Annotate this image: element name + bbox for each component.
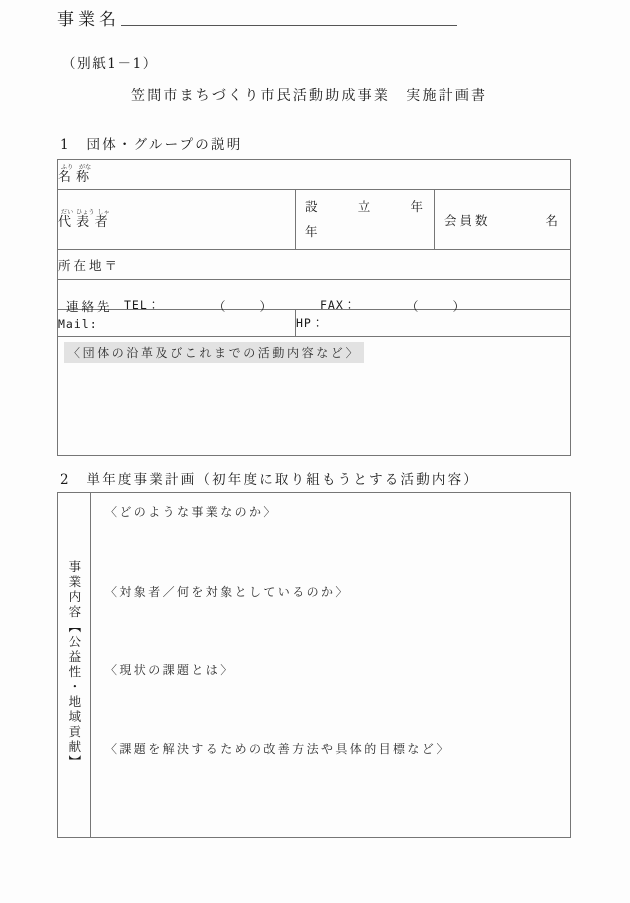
address-label: 所在地	[58, 257, 105, 273]
table-row	[58, 160, 571, 190]
plan-prompt-4: 〈課題を解決するための改善方法や具体的目標など〉	[105, 742, 451, 756]
member-count-cell[interactable]	[435, 190, 571, 250]
member-count-label: 会員数	[444, 212, 491, 228]
organization-table	[57, 159, 571, 456]
rep-ruby-2: ひょう	[76, 209, 95, 216]
postal-code-mark: 〒	[104, 257, 118, 273]
tel-label: TEL：	[124, 297, 161, 312]
project-name-label: 事業名	[57, 10, 120, 30]
plan-prompt-2: 〈対象者／何を対象としているのか〉	[105, 585, 350, 599]
section-2-heading: 2 単年度事業計画（初年度に取り組もうとする活動内容）	[60, 472, 479, 488]
form-number: （別紙1－1）	[62, 56, 158, 72]
plan-prompt-1: 〈どのような事業なのか〉	[105, 505, 278, 519]
establishment-label-1: 設	[305, 199, 319, 215]
name-label-ruby-1: ふり	[58, 164, 76, 171]
member-count-unit: 名	[545, 212, 561, 228]
rep-ruby-1: だい	[58, 209, 76, 216]
project-name-field	[57, 10, 567, 30]
contact-label: 連絡先	[66, 298, 113, 314]
plan-vertical-label-cell	[58, 493, 91, 838]
name-label-ruby-2: がな	[76, 164, 95, 171]
table-row	[58, 280, 571, 310]
annual-plan-table	[57, 492, 571, 838]
rep-char-3: 者	[94, 215, 113, 230]
address-cell[interactable]	[58, 250, 571, 280]
establishment-label-3: 年	[410, 199, 424, 215]
section-1-heading: 1 団体・グループの説明	[60, 137, 243, 153]
mail-label: Mail:	[58, 316, 98, 331]
table-row	[58, 190, 571, 250]
history-note-prompt: 〈団体の沿革及びこれまでの活動内容など〉	[64, 342, 364, 363]
rep-char-1: 代	[58, 215, 77, 230]
representative-label	[58, 209, 113, 230]
document-title: 笠間市まちづくり市民活動助成事業 実施計画書	[131, 88, 488, 104]
establishment-label-2: 立	[357, 199, 372, 215]
name-label	[58, 164, 94, 185]
fax-label: FAX：	[320, 297, 357, 312]
representative-cell[interactable]	[58, 190, 296, 250]
name-label-char-1: 名	[58, 170, 77, 185]
plan-content-cell[interactable]	[91, 493, 571, 838]
table-row	[58, 337, 571, 456]
table-row	[58, 310, 571, 337]
rep-ruby-3: しゃ	[94, 209, 113, 216]
plan-vertical-label: 事業内容【公益性・地域貢献】	[66, 560, 82, 770]
rep-char-2: 表	[76, 215, 95, 230]
establishment-second-line: 年	[305, 223, 319, 239]
name-label-char-2: 称	[76, 170, 95, 185]
establishment-year-cell[interactable]	[296, 190, 435, 250]
history-note-cell[interactable]	[58, 337, 571, 456]
table-row	[58, 250, 571, 280]
tel-area-parens: （ ）	[213, 298, 276, 314]
fax-area-parens: （ ）	[406, 298, 469, 314]
hp-label: HP：	[296, 316, 325, 330]
contact-cell[interactable]	[58, 280, 571, 314]
project-name-underline	[121, 25, 457, 26]
plan-prompt-3: 〈現状の課題とは〉	[105, 663, 235, 677]
table-row	[58, 493, 571, 838]
name-cell[interactable]	[58, 160, 571, 190]
